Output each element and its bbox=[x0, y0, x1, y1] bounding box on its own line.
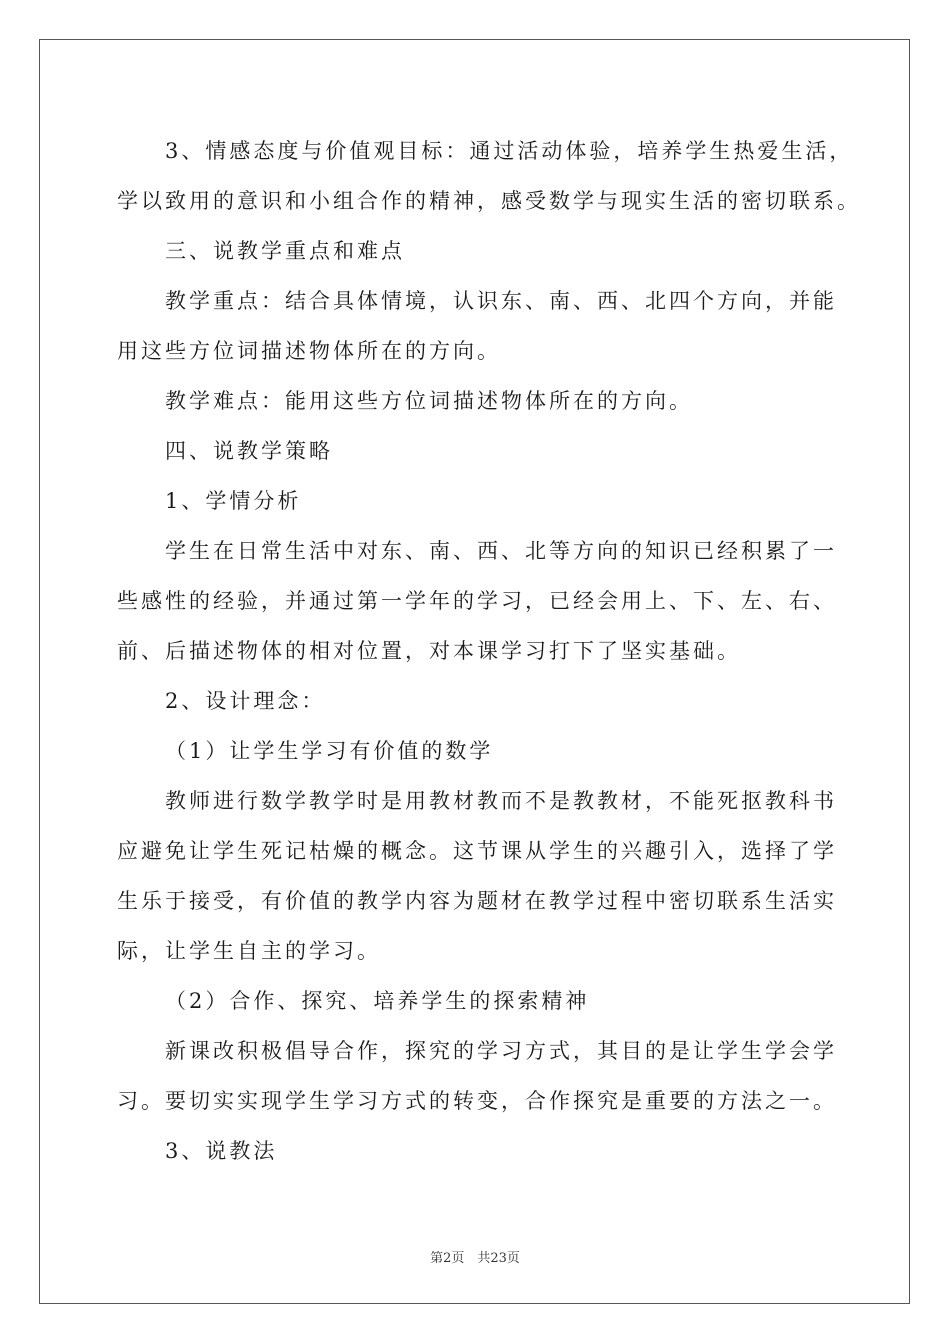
text-line: 些感性的经验，并通过第一学年的学习，已经会用上、下、左、右、 bbox=[117, 589, 837, 613]
text-line: 学生在日常生活中对东、南、西、北等方向的知识已经积累了一 bbox=[165, 539, 837, 563]
text-line: 教学重点：结合具体情境，认识东、南、西、北四个方向，并能 bbox=[165, 289, 837, 313]
text-line: 前、后描述物体的相对位置，对本课学习打下了坚实基础。 bbox=[117, 639, 741, 663]
text-line: （2）合作、探究、培养学生的探索精神 bbox=[165, 989, 590, 1013]
text-line: 学以致用的意识和小组合作的精神，感受数学与现实生活的密切联系。 bbox=[117, 189, 861, 213]
text-line: 2、设计理念： bbox=[165, 689, 326, 713]
text-line: 三、说教学重点和难点 bbox=[165, 239, 405, 263]
text-line: 3、情感态度与价值观目标：通过活动体验，培养学生热爱生活， bbox=[165, 139, 854, 163]
document-body bbox=[117, 126, 861, 1176]
text-line: 新课改积极倡导合作，探究的学习方式，其目的是让学生学会学 bbox=[165, 1039, 837, 1063]
text-line: 习。要切实实现学生学习方式的转变，合作探究是重要的方法之一。 bbox=[117, 1089, 837, 1113]
text-line: 四、说教学策略 bbox=[165, 439, 333, 463]
text-line: 际，让学生自主的学习。 bbox=[117, 939, 381, 963]
text-line: 教师进行数学教学时是用教材教而不是教教材，不能死抠教科书 bbox=[165, 789, 837, 813]
text-line: 生乐于接受，有价值的教学内容为题材在教学过程中密切联系生活实 bbox=[117, 889, 837, 913]
text-line: （1）让学生学习有价值的数学 bbox=[165, 739, 494, 763]
text-line: 用这些方位词描述物体所在的方向。 bbox=[117, 339, 501, 363]
text-line: 应避免让学生死记枯燥的概念。这节课从学生的兴趣引入，选择了学 bbox=[117, 839, 837, 863]
page-footer: 第2页 共23页 bbox=[430, 1251, 520, 1266]
text-line: 1、学情分析 bbox=[165, 489, 302, 513]
text-line: 教学难点：能用这些方位词描述物体所在的方向。 bbox=[165, 389, 693, 413]
text-line: 3、说教法 bbox=[165, 1139, 278, 1163]
